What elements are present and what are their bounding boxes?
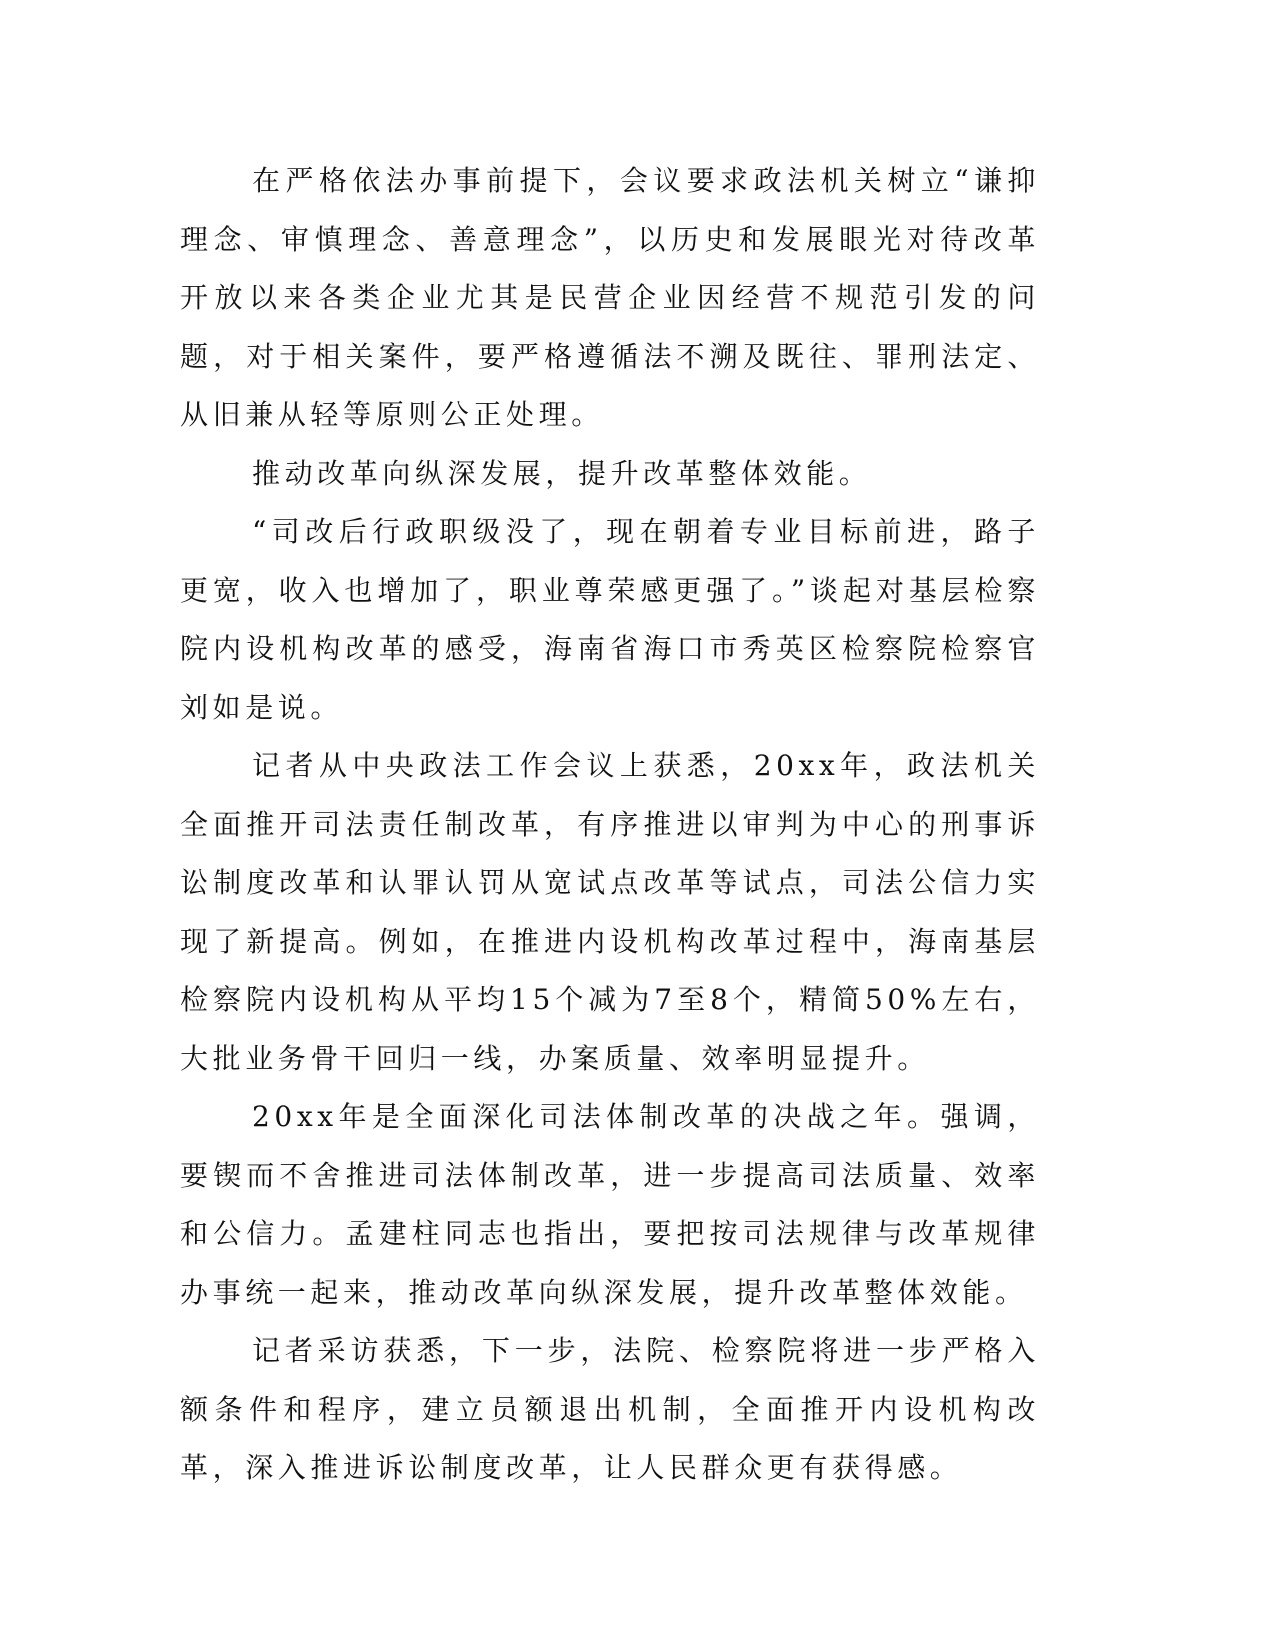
paragraph: 记者从中央政法工作会议上获悉，20xx年，政法机关全面推开司法责任制改革，有序推进以审判为中心的刑事诉讼制度改革和认罪认罚从宽试点改革等试点，司法公信力实现了新提高。例如，在推进内设机构改革过程中，海南基层检察院内设机构从平均15个减为7至8个，精简50%左右，大批业务骨干回归一线，办案质量、效率明显提升。 xyxy=(180,749,1040,1075)
document-body xyxy=(180,152,1040,1498)
paragraph: 20xx年是全面深化司法体制改革的决战之年。强调，要锲而不舍推进司法体制改革，进一步提高司法质量、效率和公信力。孟建柱同志也指出，要把按司法规律与改革规律办事统一起来，推动改革向纵深发展，提升改革整体效能。 xyxy=(180,1100,1040,1309)
paragraph: “司改后行政职级没了，现在朝着专业目标前进，路子更宽，收入也增加了，职业尊荣感更强了。”谈起对基层检察院内设机构改革的感受，海南省海口市秀英区检察院检察官刘如是说。 xyxy=(180,515,1040,724)
paragraph: 记者采访获悉，下一步，法院、检察院将进一步严格入额条件和程序，建立员额退出机制，全面推开内设机构改革，深入推进诉讼制度改革，让人民群众更有获得感。 xyxy=(180,1334,1040,1484)
paragraph: 推动改革向纵深发展，提升改革整体效能。 xyxy=(252,456,872,490)
paragraph: 在严格依法办事前提下，会议要求政法机关树立“谦抑理念、审慎理念、善意理念”，以历史和发展眼光对待改革开放以来各类企业尤其是民营企业因经营不规范引发的问题，对于相关案件，要严格遵循法不溯及既往、罪刑法定、从旧兼从轻等原则公正处理。 xyxy=(180,164,1040,431)
